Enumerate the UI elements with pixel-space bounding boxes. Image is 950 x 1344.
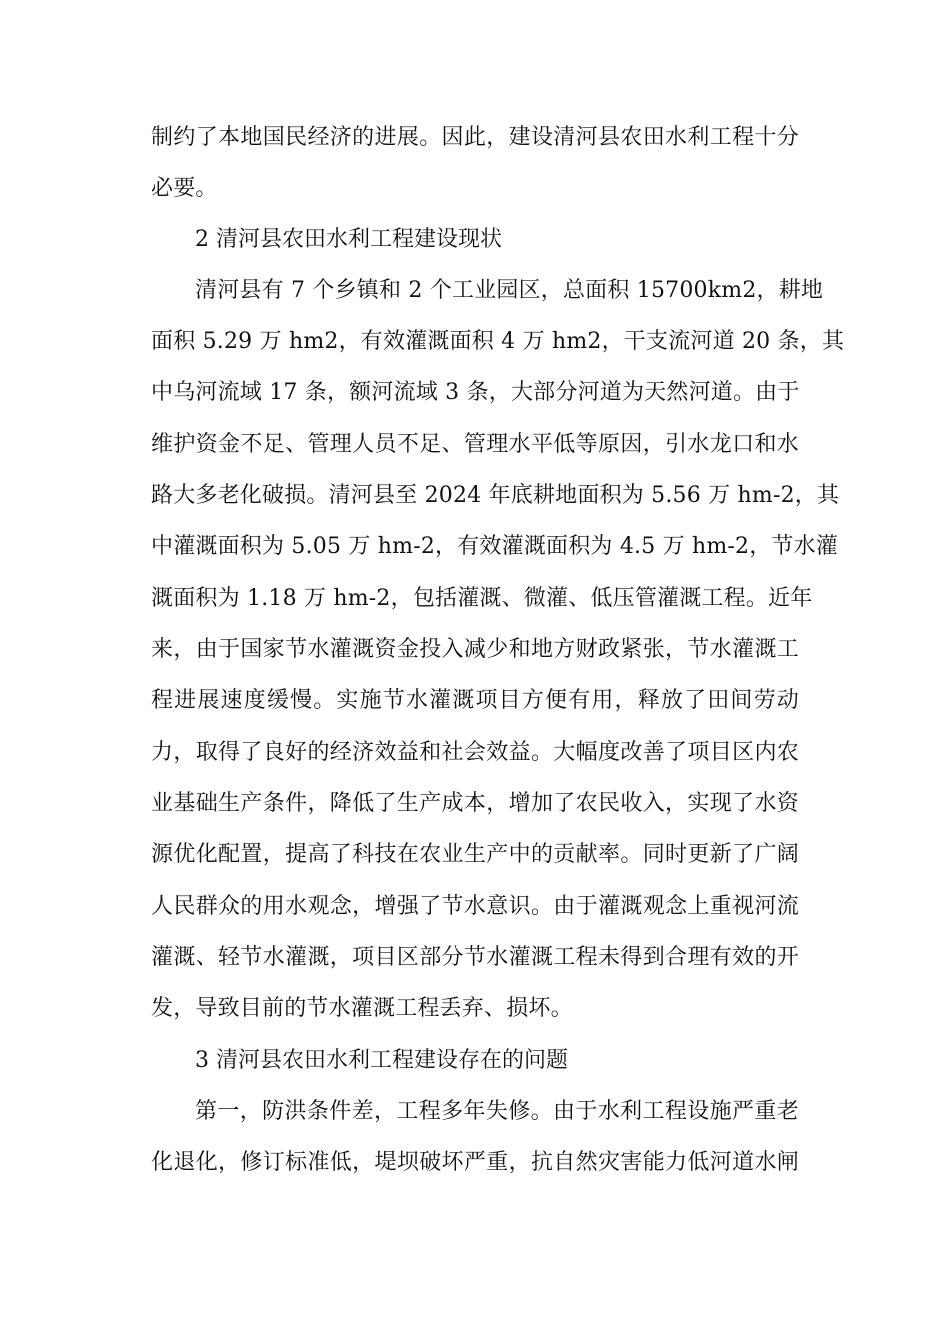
paragraph-line: 清河县有 7 个乡镇和 2 个工业园区，总面积 15700km2，耕地	[195, 278, 824, 303]
paragraph-line: 路大多老化破损。清河县至 2024 年底耕地面积为 5.56 万 hm-2，其	[151, 483, 840, 508]
paragraph-line: 面积 5.29 万 hm2，有效灌溉面积 4 万 hm2，干支流河道 20 条，其	[151, 329, 845, 354]
paragraph-line: 人民群众的用水观念，增强了节水意识。由于灌溉观念上重视河流	[151, 894, 799, 919]
section-heading-3: 3 清河县农田水利工程建设存在的问题	[195, 1048, 568, 1073]
paragraph-line: 制约了本地国民经济的进展。因此，建设清河县农田水利工程十分	[151, 125, 799, 150]
paragraph-line: 源优化配置，提高了科技在农业生产中的贡献率。同时更新了广阔	[151, 842, 799, 867]
paragraph-line: 灌溉、轻节水灌溉，项目区部分节水灌溉工程未得到合理有效的开	[151, 945, 799, 970]
section-heading-2: 2 清河县农田水利工程建设现状	[195, 227, 502, 252]
paragraph-line: 程进展速度缓慢。实施节水灌溉项目方便有用，释放了田间劳动	[151, 688, 799, 713]
paragraph-line: 溉面积为 1.18 万 hm-2，包括灌溉、微灌、低压管灌溉工程。近年	[151, 586, 813, 611]
paragraph-line: 来，由于国家节水灌溉资金投入减少和地方财政紧张，节水灌溉工	[151, 637, 799, 662]
paragraph-line: 化退化，修订标准低，堤坝破坏严重，抗自然灾害能力低河道水闸	[151, 1150, 799, 1175]
paragraph-line: 发，导致目前的节水灌溉工程丢弃、损坏。	[151, 996, 573, 1021]
paragraph-line: 中乌河流域 17 条，额河流域 3 条，大部分河道为天然河道。由于	[151, 380, 800, 405]
paragraph-line: 必要。	[151, 176, 218, 201]
paragraph-line: 维护资金不足、管理人员不足、管理水平低等原因，引水龙口和水	[151, 432, 799, 457]
paragraph-line: 力，取得了良好的经济效益和社会效益。大幅度改善了项目区内农	[151, 740, 799, 765]
paragraph-line: 第一，防洪条件差，工程多年失修。由于水利工程设施严重老	[195, 1099, 799, 1124]
paragraph-line: 中灌溉面积为 5.05 万 hm-2，有效灌溉面积为 4.5 万 hm-2，节水灌	[151, 534, 839, 559]
paragraph-line: 业基础生产条件，降低了生产成本，增加了农民收入，实现了水资	[151, 791, 799, 816]
